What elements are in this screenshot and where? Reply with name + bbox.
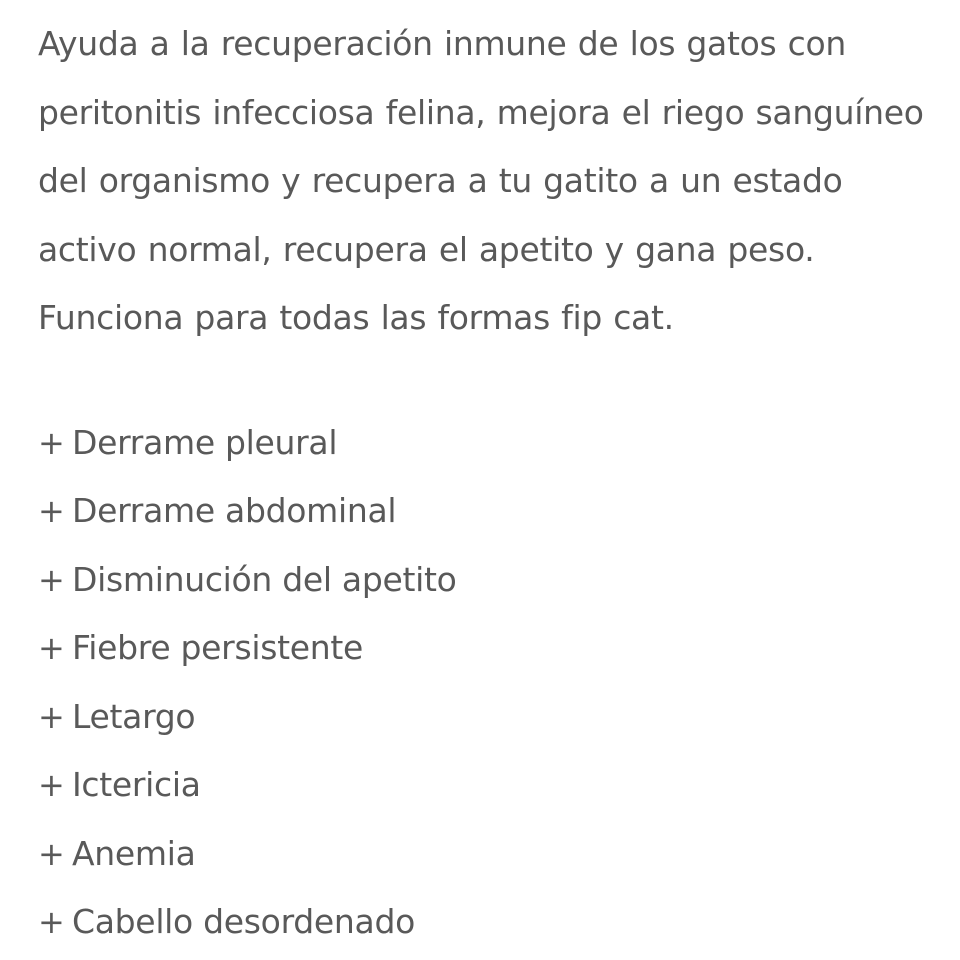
list-item [38,477,930,546]
symptom-label: Anemia [72,833,196,873]
list-item [38,820,930,889]
list-item [38,614,930,683]
intro-paragraph: Ayuda a la recuperación inmune de los gatos con peritonitis infecciosa felina, mejora el riego sanguíneo del organismo y recupera a tu gatito a un estado activo normal, recupera el apetito y gana peso. Funciona para todas las formas fip cat. [38,24,924,337]
plus-bullet: + [38,629,65,667]
list-item [38,683,930,752]
symptom-label: Letargo [72,696,196,736]
plus-bullet: + [38,834,65,873]
symptom-label: Fiebre persistente [72,628,364,667]
symptom-list [38,409,930,957]
symptom-label: Derrame abdominal [72,491,397,530]
symptom-label: Derrame pleural [72,422,338,462]
list-item [38,751,930,820]
list-item [38,409,930,478]
plus-bullet: + [38,492,65,530]
plus-bullet: + [38,903,65,941]
plus-bullet: + [38,560,65,599]
list-item [38,888,930,957]
plus-bullet: + [38,423,65,462]
symptom-label: Cabello desordenado [72,902,415,941]
plus-bullet: + [38,697,65,736]
symptom-label: Disminución del apetito [72,559,457,599]
list-item [38,546,930,615]
plus-bullet: + [38,766,65,804]
symptom-label: Ictericia [72,765,201,804]
